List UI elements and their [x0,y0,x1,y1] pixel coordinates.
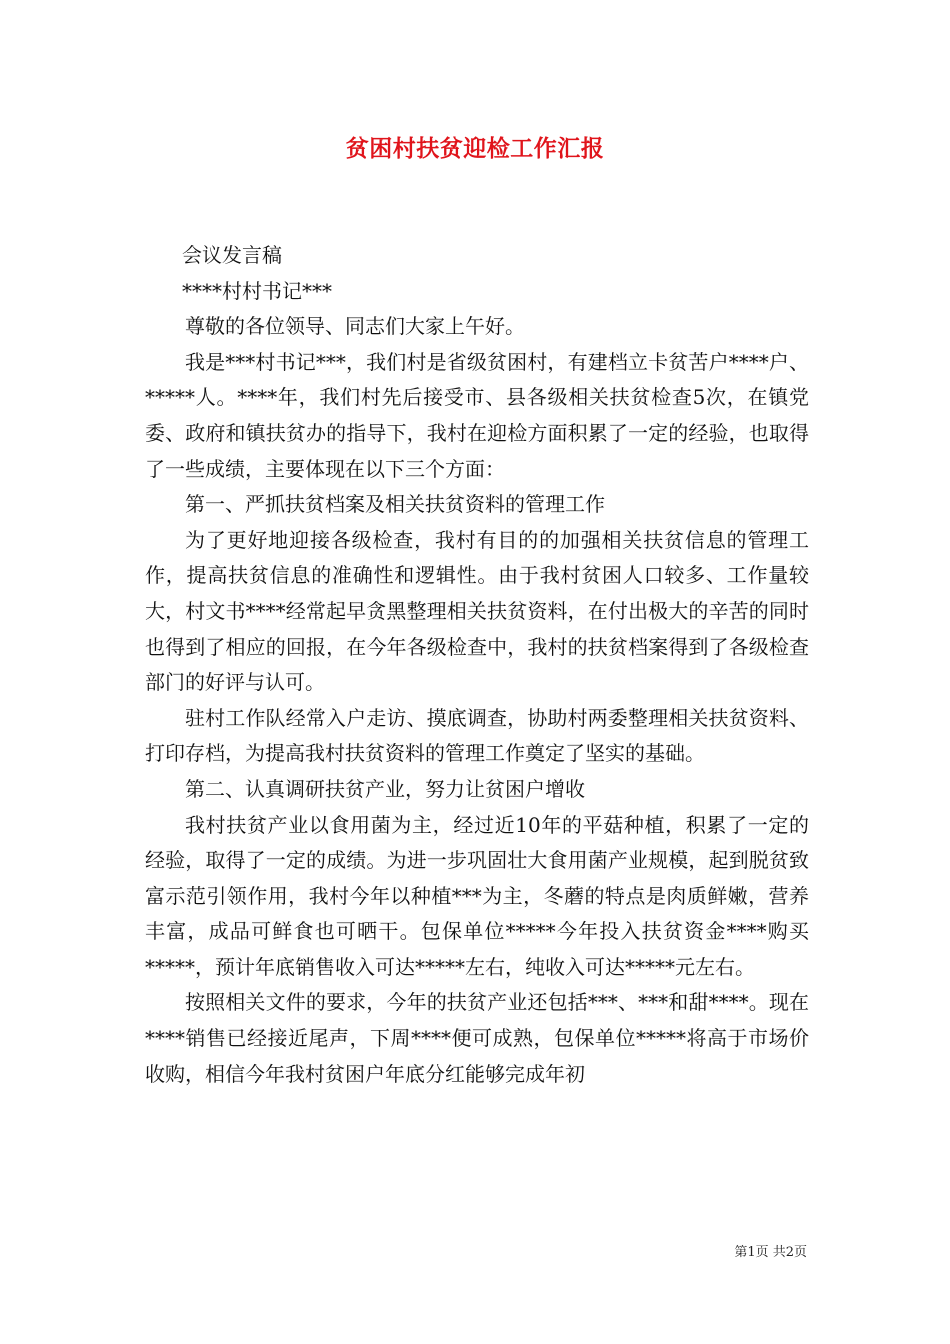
paragraph-archive-management: 为了更好地迎接各级检查，我村有目的的加强相关扶贫信息的管理工作，提高扶贫信息的准确性和逻辑性。由于我村贫困人口较多、工作量较大，村文书****经常起早贪黑整理相关扶贫资料，在付出极大的辛苦的同时也得到了相应的回报，在今年各级检查中，我村的扶贫档案得到了各级检查部门的好评与认可。 [145,527,809,695]
paragraph-intro: 我是***村书记***，我们村是省级贫困村，有建档立卡贫苦户****户、*****人。****年，我们村先后接受市、县各级相关扶贫检查5次，在镇党委、政府和镇扶贫办的指导下，我村在迎检方面积累了一定的经验，也取得了一些成绩，主要体现在以下三个方面： [145,349,809,481]
paragraph-speaker: ****村村书记*** [182,278,332,303]
paragraph-industry-more: 按照相关文件的要求，今年的扶贫产业还包括***、***和甜****。现在****销售已经接近尾声，下周****便可成熟，包保单位*****将高于市场价收购，相信今年我村贫困户年底分红能够完成年初 [145,990,809,1086]
paragraph-work-team: 驻村工作队经常入户走访、摸底调查，协助村两委整理相关扶贫资料、打印存档，为提高我村扶贫资料的管理工作奠定了坚实的基础。 [145,705,809,766]
document-body [145,238,809,1092]
document-title: 贫困村扶贫迎检工作汇报 [345,135,605,162]
paragraph-greeting: 尊敬的各位领导、同志们大家上午好。 [185,314,525,339]
paragraph-meeting-label: 会议发言稿 [182,243,282,267]
page-number: 第1页 共2页 [734,1245,807,1260]
paragraph-heading-second: 第二、认真调研扶贫产业，努力让贫困户增收 [185,776,585,801]
paragraph-industry: 我村扶贫产业以食用菌为主，经过近10年的平菇种植，积累了一定的经验，取得了一定的成绩。为进一步巩固壮大食用菌产业规模，起到脱贫致富示范引领作用，我村今年以种植***为主，冬蘑的特点是肉质鲜嫩，营养丰富，成品可鲜食也可晒干。包保单位*****今年投入扶贫资金****购买*****，预计年底销售收入可达*****左右，纯收入可达*****元左右。 [145,812,809,979]
paragraph-heading-first: 第一、严抓扶贫档案及相关扶贫资料的管理工作 [185,492,605,517]
